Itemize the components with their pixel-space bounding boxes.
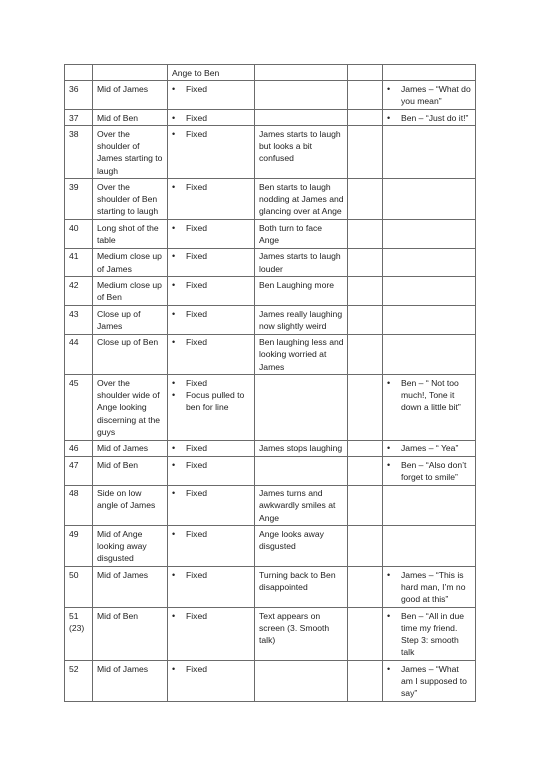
camera-list-item: • Fixed xyxy=(172,308,251,320)
camera-cell xyxy=(168,526,255,567)
shot-number-cell: 42 xyxy=(65,277,93,306)
camera-list-item: • Fixed xyxy=(172,250,251,262)
action-cell xyxy=(255,375,348,440)
camera-list xyxy=(172,279,251,291)
action-cell: Ben starts to laugh nodding at James and glancing over at Ange xyxy=(255,179,348,220)
action-cell: Ben laughing less and looking worried at James xyxy=(255,334,348,375)
dialogue-line: • Ben – “ Not too much!, Tone it down a little bit” xyxy=(387,377,472,414)
camera-cell xyxy=(168,220,255,249)
table-row xyxy=(65,277,476,306)
camera-list xyxy=(172,459,251,471)
dialogue-line: • Ben – “Also don’t forget to smile” xyxy=(387,459,472,483)
table-row xyxy=(65,220,476,249)
spacer-cell xyxy=(348,526,383,567)
action-cell xyxy=(255,65,348,81)
camera-cell xyxy=(168,660,255,701)
shot-number-cell: 44 xyxy=(65,334,93,375)
camera-list-item: • Fixed xyxy=(172,83,251,95)
camera-list xyxy=(172,663,251,675)
dialogue-list xyxy=(387,610,472,659)
dialogue-cell xyxy=(383,65,476,81)
dialogue-list xyxy=(387,663,472,700)
shot-description-cell: Over the shoulder of James starting to laugh xyxy=(93,126,168,179)
action-cell xyxy=(255,109,348,125)
action-cell: Ange looks away disgusted xyxy=(255,526,348,567)
shot-number-cell: 38 xyxy=(65,126,93,179)
shot-description-cell: Mid of Ben xyxy=(93,456,168,485)
action-cell xyxy=(255,660,348,701)
shot-number-cell: 40 xyxy=(65,220,93,249)
dialogue-cell xyxy=(383,305,476,334)
camera-list-item: • Fixed xyxy=(172,569,251,581)
spacer-cell xyxy=(348,456,383,485)
shot-number-cell: 51 (23) xyxy=(65,607,93,660)
action-cell: James really laughing now slightly weird xyxy=(255,305,348,334)
shot-description-cell xyxy=(93,65,168,81)
action-cell: James starts to laugh louder xyxy=(255,248,348,277)
dialogue-line: • Ben – “Just do it!” xyxy=(387,112,472,124)
camera-list xyxy=(172,222,251,234)
camera-list-item: • Fixed xyxy=(172,222,251,234)
dialogue-list xyxy=(387,377,472,414)
table-row xyxy=(65,334,476,375)
camera-list-item: • Fixed xyxy=(172,442,251,454)
camera-cell xyxy=(168,65,255,81)
dialogue-cell xyxy=(383,607,476,660)
camera-list-item: • Fixed xyxy=(172,487,251,499)
camera-list xyxy=(172,128,251,140)
spacer-cell xyxy=(348,65,383,81)
camera-cell xyxy=(168,440,255,456)
camera-text: Ange to Ben xyxy=(172,67,220,78)
table-row xyxy=(65,485,476,526)
camera-cell xyxy=(168,248,255,277)
camera-list xyxy=(172,83,251,95)
shot-description-cell: Long shot of the table xyxy=(93,220,168,249)
dialogue-cell xyxy=(383,440,476,456)
shot-description-cell: Mid of James xyxy=(93,440,168,456)
camera-cell xyxy=(168,567,255,608)
camera-list xyxy=(172,487,251,499)
spacer-cell xyxy=(348,375,383,440)
table-row xyxy=(65,607,476,660)
shot-description-cell: Medium close up of James xyxy=(93,248,168,277)
spacer-cell xyxy=(348,440,383,456)
shot-number-cell: 37 xyxy=(65,109,93,125)
dialogue-line: • Ben – “All in due time my friend. Step 3: smooth talk xyxy=(387,610,472,659)
action-cell: Text appears on screen (3. Smooth talk) xyxy=(255,607,348,660)
camera-list xyxy=(172,308,251,320)
dialogue-line: • James – “ Yea” xyxy=(387,442,472,454)
dialogue-list xyxy=(387,442,472,454)
camera-list-item: • Fixed xyxy=(172,610,251,622)
shot-number-cell: 43 xyxy=(65,305,93,334)
table-row xyxy=(65,65,476,81)
action-cell xyxy=(255,81,348,110)
dialogue-cell xyxy=(383,456,476,485)
action-cell: Turning back to Ben disappointed xyxy=(255,567,348,608)
action-cell: James turns and awkwardly smiles at Ange xyxy=(255,485,348,526)
spacer-cell xyxy=(348,109,383,125)
shot-list-table xyxy=(64,64,476,702)
shot-description-cell: Mid of James xyxy=(93,81,168,110)
table-row xyxy=(65,179,476,220)
shot-description-cell: Over the shoulder of Ben starting to laugh xyxy=(93,179,168,220)
spacer-cell xyxy=(348,660,383,701)
shot-description-cell: Over the shoulder wide of Ange looking discerning at the guys xyxy=(93,375,168,440)
camera-list xyxy=(172,112,251,124)
shot-description-cell: Close up of James xyxy=(93,305,168,334)
shot-number-cell: 52 xyxy=(65,660,93,701)
camera-cell xyxy=(168,81,255,110)
dialogue-list xyxy=(387,112,472,124)
shot-number-cell: 50 xyxy=(65,567,93,608)
camera-list xyxy=(172,250,251,262)
shot-description-cell: Medium close up of Ben xyxy=(93,277,168,306)
action-cell xyxy=(255,456,348,485)
shot-description-cell: Mid of Ange looking away disgusted xyxy=(93,526,168,567)
dialogue-cell xyxy=(383,109,476,125)
camera-list-item: • Focus pulled to ben for line xyxy=(172,389,251,413)
camera-list xyxy=(172,181,251,193)
shot-number-cell xyxy=(65,65,93,81)
shot-description-cell: Mid of James xyxy=(93,660,168,701)
camera-cell xyxy=(168,456,255,485)
spacer-cell xyxy=(348,567,383,608)
camera-list-item: • Fixed xyxy=(172,279,251,291)
camera-list xyxy=(172,569,251,581)
camera-list-item: • Fixed xyxy=(172,528,251,540)
dialogue-cell xyxy=(383,375,476,440)
spacer-cell xyxy=(348,81,383,110)
table-row xyxy=(65,526,476,567)
camera-cell xyxy=(168,305,255,334)
shot-number-cell: 39 xyxy=(65,179,93,220)
camera-cell xyxy=(168,277,255,306)
table-row xyxy=(65,109,476,125)
table-row xyxy=(65,248,476,277)
shot-number-cell: 47 xyxy=(65,456,93,485)
table-row xyxy=(65,567,476,608)
camera-cell xyxy=(168,126,255,179)
camera-list-item: • Fixed xyxy=(172,112,251,124)
dialogue-list xyxy=(387,569,472,606)
shot-description-cell: Mid of James xyxy=(93,567,168,608)
dialogue-line: • James – “This is hard man, I’m no good at this” xyxy=(387,569,472,606)
shot-description-cell: Close up of Ben xyxy=(93,334,168,375)
camera-cell xyxy=(168,334,255,375)
camera-list-item: • Fixed xyxy=(172,181,251,193)
spacer-cell xyxy=(348,126,383,179)
spacer-cell xyxy=(348,277,383,306)
shot-number-cell: 41 xyxy=(65,248,93,277)
camera-list xyxy=(172,377,251,414)
dialogue-cell xyxy=(383,334,476,375)
spacer-cell xyxy=(348,248,383,277)
action-cell: Both turn to face Ange xyxy=(255,220,348,249)
camera-list xyxy=(172,610,251,622)
table-row xyxy=(65,456,476,485)
camera-list-item: • Fixed xyxy=(172,459,251,471)
camera-list-item: • Fixed xyxy=(172,128,251,140)
table-row xyxy=(65,660,476,701)
dialogue-cell xyxy=(383,248,476,277)
table-row xyxy=(65,81,476,110)
dialogue-cell xyxy=(383,567,476,608)
camera-cell xyxy=(168,109,255,125)
shot-description-cell: Mid of Ben xyxy=(93,607,168,660)
spacer-cell xyxy=(348,220,383,249)
action-cell: James starts to laugh but looks a bit confused xyxy=(255,126,348,179)
action-cell: James stops laughing xyxy=(255,440,348,456)
camera-cell xyxy=(168,375,255,440)
shot-description-cell: Mid of Ben xyxy=(93,109,168,125)
spacer-cell xyxy=(348,485,383,526)
shot-number-cell: 46 xyxy=(65,440,93,456)
dialogue-cell xyxy=(383,220,476,249)
spacer-cell xyxy=(348,179,383,220)
shot-number-cell: 49 xyxy=(65,526,93,567)
dialogue-list xyxy=(387,459,472,483)
camera-list-item: • Fixed xyxy=(172,663,251,675)
table-row xyxy=(65,126,476,179)
camera-list xyxy=(172,442,251,454)
shot-number-cell: 45 xyxy=(65,375,93,440)
spacer-cell xyxy=(348,305,383,334)
dialogue-cell xyxy=(383,277,476,306)
dialogue-cell xyxy=(383,126,476,179)
dialogue-cell xyxy=(383,526,476,567)
camera-cell xyxy=(168,485,255,526)
spacer-cell xyxy=(348,607,383,660)
camera-list xyxy=(172,336,251,348)
dialogue-cell xyxy=(383,660,476,701)
camera-cell xyxy=(168,179,255,220)
shot-number-cell: 48 xyxy=(65,485,93,526)
action-cell: Ben Laughing more xyxy=(255,277,348,306)
dialogue-list xyxy=(387,83,472,107)
dialogue-cell xyxy=(383,81,476,110)
table-row xyxy=(65,440,476,456)
camera-list-item: • Fixed xyxy=(172,377,251,389)
table-row xyxy=(65,375,476,440)
shot-description-cell: Side on low angle of James xyxy=(93,485,168,526)
shot-number-cell: 36 xyxy=(65,81,93,110)
dialogue-cell xyxy=(383,485,476,526)
dialogue-cell xyxy=(383,179,476,220)
camera-list-item: • Fixed xyxy=(172,336,251,348)
dialogue-line: • James – “What do you mean” xyxy=(387,83,472,107)
dialogue-line: • James – “What am I supposed to say” xyxy=(387,663,472,700)
camera-cell xyxy=(168,607,255,660)
shot-list-body xyxy=(65,65,476,702)
spacer-cell xyxy=(348,334,383,375)
table-row xyxy=(65,305,476,334)
camera-list xyxy=(172,528,251,540)
